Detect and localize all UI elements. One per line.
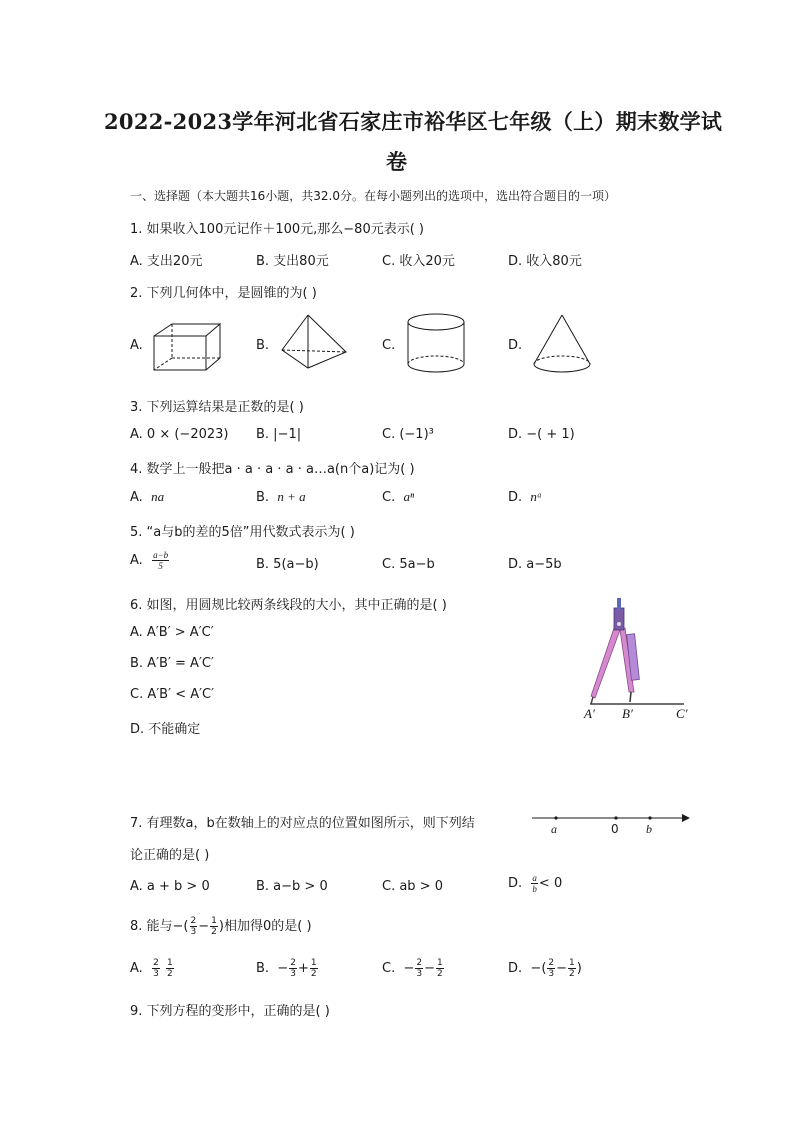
figure-label-a-prime: A′ (584, 706, 595, 721)
fraction-numerator: 1 (569, 958, 575, 968)
fraction-numerator: 1 (166, 958, 173, 968)
fraction-denominator: 2 (569, 969, 575, 979)
fraction-numerator: 2 (548, 958, 555, 968)
fraction-numerator: 2 (190, 916, 197, 926)
fraction-numerator: 2 (416, 958, 423, 968)
question-7-option-a: A. a + b > 0 (130, 879, 210, 894)
question-4-option-d (508, 489, 542, 505)
fraction-numerator: 1 (211, 916, 217, 926)
option-expression: nᵃ (530, 489, 543, 504)
question-6-option-b: B. A′B′ = A′C′ (130, 656, 214, 671)
fraction-denominator: 3 (290, 969, 296, 979)
question-7-stem-line1: 7. 有理数a，b在数轴上的对应点的位置如图所示，则下列结 (130, 816, 475, 831)
fraction-denominator: b (532, 884, 537, 894)
page-title-line2: 卷 (386, 149, 408, 174)
option-label: A. (130, 490, 143, 505)
option-label: B. (256, 961, 270, 976)
fraction-denominator: 3 (548, 969, 555, 979)
paren: ( (541, 961, 547, 976)
fraction-denominator: 2 (310, 969, 317, 979)
option-label: B. (256, 490, 270, 505)
axis-label-b: b (646, 822, 652, 836)
question-8-option-d (508, 958, 582, 979)
fraction (190, 916, 198, 937)
fraction-numerator: 1 (310, 958, 317, 968)
fraction (568, 958, 576, 979)
fraction-numerator: a−b (153, 550, 169, 560)
option-label: D. (508, 961, 523, 976)
fraction-denominator: 2 (437, 969, 443, 979)
question-8-option-a (130, 958, 175, 979)
question-1-stem: 1. 如果收入100元记作＋100元,那么−80元表示( ) (130, 222, 425, 237)
question-4-option-b (256, 489, 306, 505)
option-tail: < 0 (538, 876, 563, 891)
question-9-stem: 9. 下列方程的变形中，正确的是( ) (130, 1004, 330, 1019)
question-4-stem: 4. 数学上一般把a · a · a · a · a…a(n个a)记为( ) (130, 462, 415, 477)
question-8-option-b (256, 958, 319, 979)
operator: + (297, 961, 309, 976)
question-8-stem (130, 915, 312, 937)
operator: − (277, 961, 289, 976)
question-2-option-c: C. (382, 338, 396, 353)
operator: − (556, 961, 568, 976)
option-label: A. (130, 961, 143, 976)
fraction-denominator: 3 (153, 969, 159, 979)
question-6-stem: 6. 如图，用圆规比较两条线段的大小，其中正确的是( ) (130, 598, 447, 613)
question-5-option-b: B. 5(a−b) (256, 557, 319, 572)
option-label: D. (508, 876, 523, 891)
axis-label-zero: 0 (611, 822, 619, 836)
option-label: C. (382, 490, 396, 505)
fraction-numerator: a (532, 873, 537, 883)
fraction-numerator: 2 (290, 958, 296, 968)
operator: − (530, 961, 542, 976)
fraction (210, 916, 218, 937)
cylinder-figure (404, 310, 468, 378)
stem-text: )相加得0的是( ) (218, 919, 312, 934)
fraction (436, 958, 444, 979)
question-3-option-a: A. 0 × (−2023) (130, 427, 229, 442)
fraction (152, 958, 160, 979)
question-7-option-c: C. ab > 0 (382, 879, 443, 894)
option-label: C. (382, 961, 396, 976)
operator: − (198, 919, 210, 934)
question-3-stem: 3. 下列运算结果是正数的是( ) (130, 400, 304, 415)
question-3-option-b: B. |−1| (256, 427, 302, 442)
question-5-option-a (130, 550, 170, 571)
fraction (166, 958, 174, 979)
question-1-option-d: D. 收入80元 (508, 254, 582, 269)
question-6-option-c: C. A′B′ < A′C′ (130, 687, 215, 702)
section-heading: 一、选择题（本大题共16小题，共32.0分。在每小题列出的选项中，选出符合题目的一项） (130, 189, 616, 203)
figure-label-b-prime: B′ (622, 706, 633, 721)
fraction-numerator: 2 (153, 958, 159, 968)
question-1-option-b: B. 支出80元 (256, 254, 329, 269)
question-3-option-d: D. −( + 1) (508, 427, 575, 442)
option-expression: na (151, 489, 165, 504)
pyramid-figure (278, 312, 350, 372)
fraction (152, 550, 169, 571)
fraction-denominator: 2 (166, 969, 173, 979)
paren: ) (576, 961, 582, 976)
question-5-option-c: C. 5a−b (382, 557, 435, 572)
fraction (415, 958, 423, 979)
question-1-option-a: A. 支出20元 (130, 254, 203, 269)
fraction-denominator: 3 (190, 927, 197, 937)
question-1-option-c: C. 收入20元 (382, 254, 455, 269)
fraction-denominator: 2 (211, 927, 217, 937)
fraction (289, 958, 297, 979)
question-7-stem-line2: 论正确的是( ) (130, 848, 210, 863)
question-7-option-b: B. a−b > 0 (256, 879, 328, 894)
operator: − (403, 961, 415, 976)
question-4-option-c (382, 489, 414, 505)
axis-label-a: a (551, 822, 557, 836)
cone-figure (530, 312, 594, 378)
option-label: A. (130, 553, 143, 568)
question-3-option-c: C. (−1)³ (382, 427, 434, 442)
stem-text: 8. 能与−( (130, 919, 189, 934)
question-5-option-d: D. a−5b (508, 557, 562, 572)
question-6-option-d: D. 不能确定 (130, 722, 201, 737)
fraction (310, 958, 318, 979)
question-7-option-d (508, 873, 562, 894)
fraction (547, 958, 555, 979)
option-label: D. (508, 490, 523, 505)
question-6-option-a: A. A′B′ > A′C′ (130, 625, 214, 640)
question-5-stem: 5. “a与b的差的5倍”用代数式表示为( ) (130, 525, 355, 540)
operator: − (424, 961, 436, 976)
fraction-numerator: 1 (437, 958, 443, 968)
question-8-option-c (382, 958, 445, 979)
cuboid-figure (150, 320, 226, 376)
option-expression: n + a (277, 489, 306, 504)
fraction (531, 873, 538, 894)
option-expression: aⁿ (403, 489, 415, 504)
question-4-option-a (130, 489, 164, 505)
fraction-denominator: 3 (416, 969, 423, 979)
question-2-option-b: B. (256, 338, 270, 353)
question-2-option-a: A. (130, 338, 143, 353)
figure-label-c-prime: C′ (676, 706, 688, 721)
page-title-line1: 2022-2023学年河北省石家庄市裕华区七年级（上）期末数学试 (104, 109, 723, 134)
question-2-stem: 2. 下列几何体中，是圆锥的为( ) (130, 286, 317, 301)
question-2-option-d: D. (508, 338, 523, 353)
fraction-denominator: 5 (158, 561, 163, 571)
